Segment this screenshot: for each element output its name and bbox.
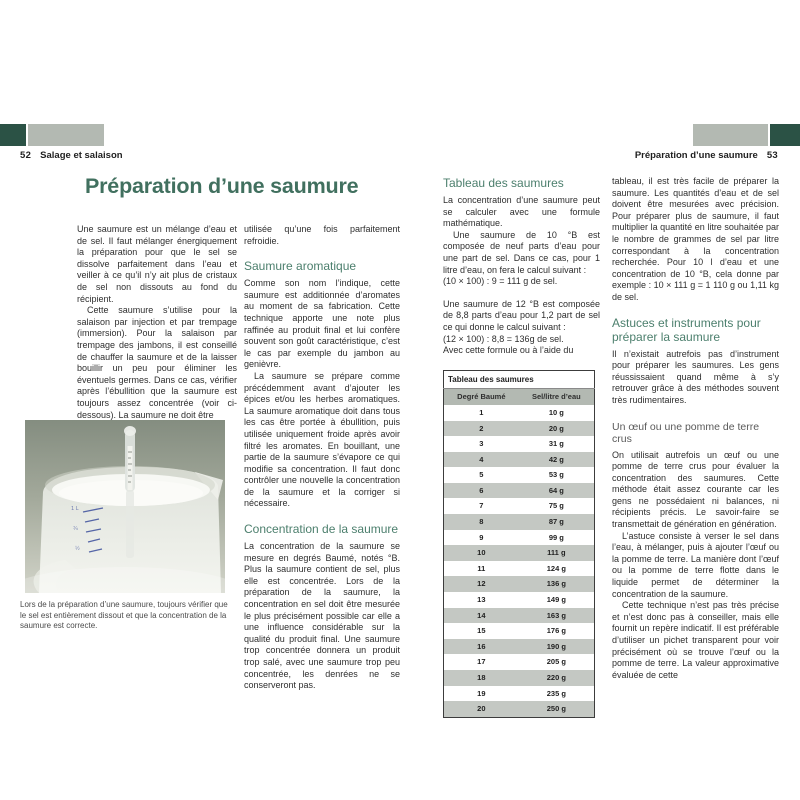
- brine-jug-illustration: [25, 420, 225, 593]
- table-row: 8 87 g: [444, 514, 595, 530]
- brine-concentration-table: [443, 370, 595, 718]
- running-head-left: [20, 150, 123, 161]
- running-head-right: [635, 150, 778, 161]
- section-heading-tableau: Tableau des saumures: [443, 176, 564, 190]
- formula-line: (12 × 100) : 8,8 = 136g de sel.: [443, 333, 564, 344]
- table-row: 7 75 g: [479, 501, 564, 511]
- table-row: 6 64 g: [444, 483, 595, 499]
- brine-jug-photo: [25, 420, 225, 593]
- table-row: 16 190 g: [444, 639, 595, 655]
- left-column-2: [244, 224, 400, 692]
- table-row: 12 136 g: [444, 576, 595, 592]
- paragraph: utilisée qu’une fois parfaitement refroidie.: [244, 224, 400, 246]
- table-row: 2 20 g: [444, 421, 595, 437]
- table-row: 20 250 g: [444, 701, 595, 717]
- section-heading-astuces: Astuces et instruments pour préparer la saumure: [612, 315, 761, 344]
- section-title: Salage et salaison: [40, 150, 123, 161]
- paragraph: La concentration de la saumure se mesure en degrés Baumé, notés °B. Plus la saumure contient de sel, plus elle est concentrée. Lors de la préparation de la saumure, la concentration en sel doit être mesurée le plus précisément possible car elle a une influence considérable sur la qualité du produit final. Une saumure trop concentrée donnera un produit trop salé, avec une saumure trop peu concentrée, les denrées ne se conserveront pas.: [244, 541, 400, 691]
- section-heading-saumure-aromatique: Saumure aromatique: [244, 259, 357, 274]
- formula-line: (10 × 100) : 9 = 111 g de sel.: [443, 276, 558, 287]
- page-title: Préparation d’une saumure: [85, 174, 359, 198]
- paragraph: Une saumure de 10 °B est composée de neuf parts d’eau pour une part de sel. Dans ce cas, pour 1 litre d’eau, on fera le calcul suivant :: [443, 229, 600, 275]
- section-heading-concentration: Concentration de la saumure: [244, 522, 399, 537]
- accent-bar-right: [693, 124, 768, 146]
- paragraph: L’astuce consiste à verser le sel dans l’eau, à mélanger, puis à ajouter l’œuf ou la pomme de terre. La manière dont l’œuf ou la pomme de terre flotte dans le liquide permet de déterminer la concentration de la saumure.: [612, 530, 779, 599]
- paragraph: Cette saumure s’utilise pour la salaison par injection et par trempage (immersion). Pour la salaison par trempage des jambons, il est conseillé de chauffer la saumure et de la laisser bouillir un peu pour éliminer les éventuels germes. Dans ce cas, vérifier après l’ébullition que la saumure est toujours assez concentrée (voir ci-dessous). La saumure ne doit être: [77, 305, 237, 420]
- table-row: 19 235 g: [477, 688, 566, 698]
- table-row: 9 99 g: [479, 532, 564, 542]
- photo-caption: Lors de la préparation d’une saumure, toujours vérifier que le sel est entièrement dissout et que la concentration de la saumure est correcte.: [20, 600, 228, 631]
- table-row: 1 10 g: [479, 407, 564, 417]
- column-header-degree: Degré Baumé: [444, 389, 519, 405]
- right-column-1: [443, 176, 600, 718]
- accent-square-left: [0, 124, 26, 146]
- page-number-right: 53: [766, 150, 778, 161]
- page-number-left: 52: [20, 150, 32, 161]
- column-header-salt: Sel/litre d’eau: [519, 389, 595, 405]
- svg-text:1 L: 1 L: [71, 506, 79, 512]
- accent-bar-left: [28, 124, 104, 146]
- paragraph: Comme son nom l’indique, cette saumure est additionnée d’aromates au moment de sa fabrication. Cette technique apporte une note plus raffinée au produit final et lui confère souvent son goût caractéristique, c’est le cas par exemple du jambon au genièvre.: [244, 278, 400, 370]
- table-row: 18 220 g: [444, 670, 595, 686]
- table-header-row: [444, 389, 595, 405]
- paragraph: Avec cette formule ou à l’aide du: [443, 345, 574, 356]
- paragraph: Une saumure est un mélange d’eau et de sel. Il faut mélanger énergiquement la préparation pour que le sel se dissolve parfaitement dans l’eau et veiller à ce qu’il n’y ait plus de cristaux de sel non dissouts au fond du récipient.: [77, 224, 237, 304]
- table-row: 13 149 g: [477, 595, 566, 605]
- table-row: 17 205 g: [477, 657, 566, 667]
- table-title-row: [444, 370, 595, 389]
- brine-table-body: [444, 405, 595, 717]
- paragraph: La concentration d’une saumure peut se calculer avec une formule mathématique.: [443, 195, 600, 229]
- paragraph: On utilisait autrefois un œuf ou une pomme de terre crus pour évaluer la concentration des saumures. Cette méthode était assez courante car les gens ne possédaient ni balances, ni récipients précis. Le savoir-faire se transmettait de génération en génération.: [612, 449, 779, 530]
- paragraph: Une saumure de 12 °B est composée de 8,8 parts d’eau pour 1,2 part de sel ce qui donne le calcul suivant :: [443, 298, 600, 332]
- table-row: 3 31 g: [479, 439, 564, 449]
- svg-text:¾: ¾: [73, 526, 78, 532]
- table-row: 11 124 g: [477, 563, 566, 573]
- table-row: 10 111 g: [444, 545, 595, 561]
- svg-text:½: ½: [75, 546, 80, 552]
- right-column-2: [612, 176, 779, 681]
- subheading-oeuf-pomme-de-terre: Un œuf ou une pomme de terre crus: [612, 420, 760, 445]
- table-row: 15 176 g: [477, 626, 566, 636]
- paragraph: Cette technique n’est pas très précise et n’est donc pas à conseiller, mais elle fournit un repère indicatif. Il est préférable d’utiliser un pichet transparent pour voir précisément où se trouve l’œuf ou la pomme de terre. La valeur approximative évaluée de cette: [612, 600, 779, 680]
- chapter-title-right: Préparation d’une saumure: [634, 150, 758, 161]
- table-row: 14 163 g: [444, 608, 595, 624]
- table-row: 5 53 g: [479, 470, 564, 480]
- paragraph: Il n’existait autrefois pas d’instrument pour préparer les saumures. Les gens réussissaient quand même à s’y retrouver grâce à des méthodes souvent très rudimentaires.: [612, 348, 779, 405]
- left-column-1: [77, 224, 237, 421]
- paragraph: tableau, il est très facile de préparer la saumure. Les quantités d’eau et de sel doivent être mesurées avec précision. Pour préparer plus de saumure, il faut multiplier la quantité en litre souhaitée par le nombre de grammes de sel par litre correspondant à la concentration recherchée. Pour 10 l d’eau et une concentration de 10 °B, cela donne par exemple : 10 × 111 g = 1 110 g ou 1,11 kg de sel.: [612, 176, 779, 302]
- accent-square-right: [770, 124, 800, 146]
- table-title: Tableau des saumures: [444, 370, 595, 389]
- table-row: 4 42 g: [444, 452, 595, 468]
- paragraph: La saumure se prépare comme précédemment avant d’ajouter les épices et/ou les herbes aromatiques. La saumure aromatique doit dans tous les cas être portée à ébullition, puis utilisée uniquement froide après avoir filtré les aromates. En bouillant, une partie de la saumure s’évapore ce qui modifie sa concentration. Il faut donc contrôler une nouvelle la concentration de la saumure et la corriger si nécessaire.: [244, 370, 400, 509]
